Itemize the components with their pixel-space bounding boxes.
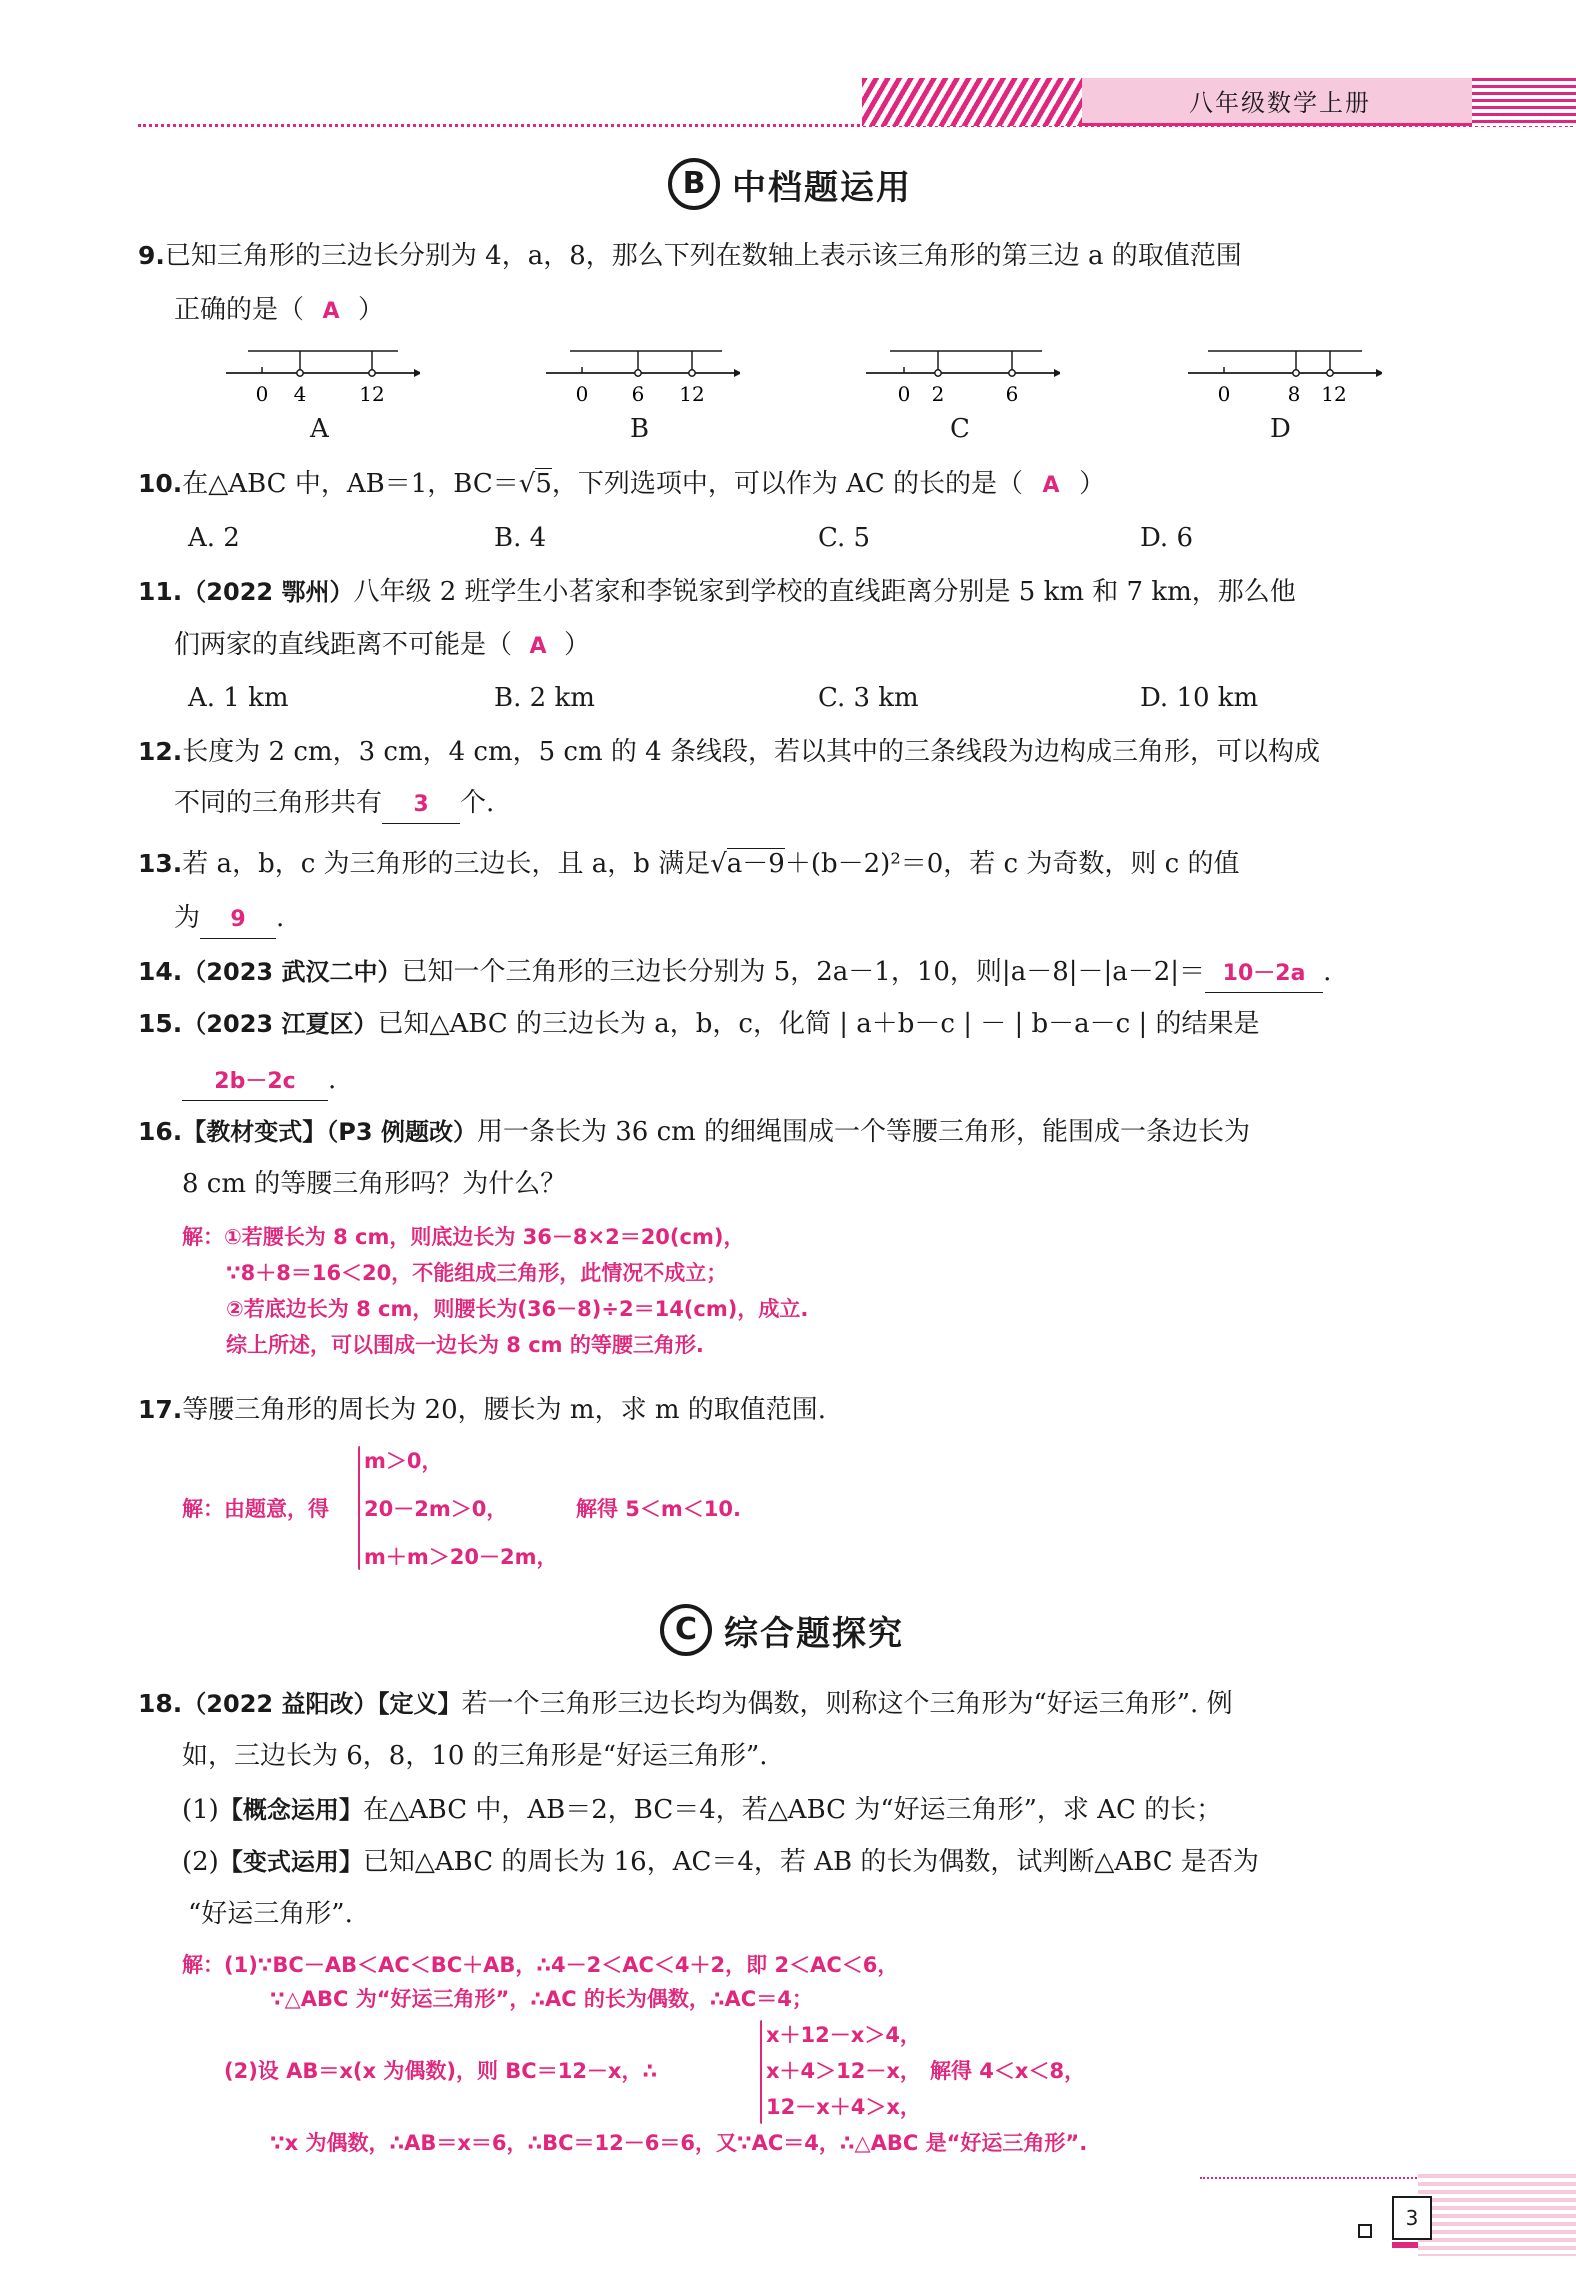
q17-system-brace — [358, 1446, 360, 1570]
section-c-title: 综合题探究 — [724, 1613, 904, 1654]
q18-system-line3: 12－x＋4＞x， — [766, 2095, 921, 2119]
q14-text: 已知一个三角形的三边长分别为 5，2a－1，10，则|a－8|－|a－2|＝ — [401, 957, 1206, 987]
q9-text: 已知三角形的三边长分别为 4，a，8，那么下列在数轴上表示该三角形的第三边 a 的取值范围 — [164, 241, 1242, 271]
q11-text: 八年级 2 班学生小茗家和李锐家到学校的直线距离分别是 5 km 和 7 km，那么他 — [353, 577, 1296, 607]
q16-solution-line3: ②若底边长为 8 cm，则腰长为(36－8)÷2＝14(cm)，成立. — [226, 1297, 809, 1321]
q18-solution-line2: ∵△ABC 为“好运三角形”，∴AC 的长为偶数，∴AC＝4； — [270, 1987, 813, 2011]
q18-part2-tag: 【变式运用】 — [218, 1848, 363, 1876]
q13-sqrt-arg: a－9 — [726, 849, 785, 879]
q11-prompt: 们两家的直线距离不可能是（ — [174, 630, 513, 660]
q18-line2: 如，三边长为 6，8，10 的三角形是“好运三角形”. — [182, 1741, 768, 1771]
q13-blank — [200, 900, 276, 939]
q12-line2 — [174, 785, 494, 824]
q15-post: . — [328, 1065, 337, 1095]
q9-line2 — [174, 292, 384, 330]
q10-number: 10. — [138, 469, 183, 498]
nl-c-tick-0: 0 — [897, 382, 911, 406]
number-line-c-label: C — [950, 414, 970, 444]
q14-blank — [1205, 954, 1323, 993]
q11-answer: A — [529, 634, 547, 659]
q18-part2-line2: “好运三角形”. — [188, 1899, 353, 1929]
q13-text-pre: 若 a，b，c 为三角形的三边长，且 a，b 满足 — [182, 849, 711, 879]
q16-solution-line1: 解：①若腰长为 8 cm，则底边长为 36－8×2＝20(cm)， — [182, 1225, 745, 1249]
q17-solution-prefix: 解：由题意，得 — [182, 1497, 329, 1521]
q16-number: 16. — [138, 1117, 183, 1146]
q13-number: 13. — [138, 849, 183, 878]
q17-system-line3: m＋m＞20－2m， — [364, 1545, 558, 1569]
q15-blank — [182, 1062, 328, 1101]
q15-line2 — [182, 1062, 336, 1101]
q11-line2 — [174, 627, 590, 665]
number-line-a-label: A — [310, 414, 329, 444]
footer-small-square — [1358, 2224, 1372, 2238]
number-line-d-label: D — [1270, 414, 1291, 444]
q12-post: 个. — [460, 788, 495, 818]
q16-source: 【教材变式】（P3 例题改） — [182, 1118, 477, 1146]
q13-line1 — [138, 846, 1239, 882]
header-lines — [1472, 78, 1576, 126]
q18-part1-text: 在△ABC 中，AB＝2，BC＝4，若△ABC 为“好运三角形”，求 AC 的长； — [362, 1795, 1223, 1825]
q10-sqrt-arg: 5 — [535, 469, 552, 499]
q13-line2 — [174, 900, 284, 939]
nl-a-tick-2: 12 — [359, 382, 385, 406]
q10-sqrt-sign: √ — [518, 469, 536, 499]
q9-close: ） — [358, 295, 385, 325]
number-line-d — [1182, 345, 1382, 415]
q11-option-a: A. 1 km — [188, 683, 289, 713]
nl-d-tick-0: 0 — [1217, 382, 1231, 406]
q18-solution-result: 解得 4＜x＜8， — [930, 2059, 1086, 2083]
q16-solution-line4: 综上所述，可以围成一边长为 8 cm 的等腰三角形. — [226, 1333, 704, 1357]
q17-solution-result: 解得 5＜m＜10. — [576, 1497, 742, 1521]
q18-line1 — [138, 1686, 1233, 1722]
q17-text: 等腰三角形的周长为 20，腰长为 m，求 m 的取值范围. — [182, 1395, 827, 1425]
nl-a-tick-1: 4 — [293, 382, 307, 406]
q9-line1 — [138, 238, 1242, 274]
q10-option-b: B. 4 — [494, 523, 547, 553]
q14-post: . — [1323, 957, 1332, 987]
number-line-a — [220, 345, 420, 415]
nl-b-tick-2: 12 — [679, 382, 705, 406]
q18-system-brace — [760, 2020, 762, 2124]
q18-part1-tag: 【概念运用】 — [218, 1796, 363, 1824]
q13-sqrt-sign: √ — [710, 849, 727, 879]
footer-rule — [1200, 2177, 1420, 2179]
q13-text-post: ＋(b－2)²＝0，若 c 为奇数，则 c 的值 — [784, 849, 1240, 879]
q18-text: 若一个三角形三边长均为偶数，则称这个三角形为“好运三角形”. 例 — [461, 1689, 1233, 1719]
q9-answer: A — [322, 299, 340, 324]
number-line-c — [860, 345, 1060, 415]
q10-text-post: ，下列选项中，可以作为 AC 的长的是（ — [551, 469, 1024, 499]
footer-accent — [1392, 2242, 1418, 2248]
q12-blank — [382, 785, 460, 824]
q12-line1 — [138, 734, 1320, 770]
q18-part2-number: (2) — [182, 1847, 219, 1877]
q11-option-c: C. 3 km — [818, 683, 919, 713]
q11-number: 11. — [138, 577, 183, 606]
q10-option-d: D. 6 — [1140, 523, 1193, 553]
nl-c-tick-2: 6 — [1005, 382, 1019, 406]
section-b-title: 中档题运用 — [732, 167, 912, 208]
q10-answer: A — [1042, 473, 1060, 498]
q18-part1 — [182, 1792, 1222, 1828]
number-line-b — [540, 345, 740, 415]
q9-prompt: 正确的是（ — [174, 295, 305, 325]
q14-source: （2023 武汉二中） — [182, 958, 402, 986]
footer-stripes — [1418, 2174, 1576, 2256]
nl-b-tick-0: 0 — [575, 382, 589, 406]
q15-number: 15. — [138, 1009, 183, 1038]
q10-line — [138, 466, 1105, 504]
q16-text: 用一条长为 36 cm 的细绳围成一个等腰三角形，能围成一条边长为 — [476, 1117, 1251, 1147]
q12-prompt: 不同的三角形共有 — [174, 788, 383, 818]
q18-solution-line1: 解：(1)∵BC－AB＜AC＜BC＋AB，∴4－2＜AC＜4＋2，即 2＜AC＜6， — [182, 1953, 899, 1977]
q13-answer: 9 — [230, 907, 246, 932]
q10-option-a: A. 2 — [188, 523, 240, 553]
section-b-heading — [668, 158, 912, 210]
page-number: 3 — [1392, 2196, 1432, 2240]
q18-number: 18. — [138, 1689, 183, 1718]
section-b-badge: B — [668, 158, 720, 210]
q18-solution-line3: (2)设 AB＝x(x 为偶数)，则 BC＝12－x，∴ — [224, 2059, 658, 2083]
q11-option-d: D. 10 km — [1140, 683, 1259, 713]
q18-system-line1: x＋12－x＞4， — [766, 2023, 921, 2047]
nl-b-tick-1: 6 — [631, 382, 645, 406]
q11-line1 — [138, 574, 1296, 610]
nl-d-tick-2: 12 — [1321, 382, 1347, 406]
q10-text-pre: 在△ABC 中，AB＝1，BC＝ — [182, 469, 519, 499]
q11-option-b: B. 2 km — [494, 683, 595, 713]
q10-close: ） — [1079, 469, 1106, 499]
q9-number: 9. — [138, 241, 165, 270]
q18-part2-text: 已知△ABC 的周长为 16，AC＝4，若 AB 的长为偶数，试判断△ABC 是否为 — [362, 1847, 1259, 1877]
q15-text: 已知△ABC 的三边长为 a，b，c，化简 | a＋b－c | － | b－a－c | 的结果是 — [377, 1009, 1260, 1039]
q11-close: ） — [564, 630, 591, 660]
q18-system-line2: x＋4＞12－x， — [766, 2059, 921, 2083]
q13-post: . — [276, 903, 285, 933]
q14-line — [138, 954, 1331, 993]
q18-part1-number: (1) — [182, 1795, 219, 1825]
q17-system-line2: 20－2m＞0， — [364, 1497, 508, 1521]
q16-line2: 8 cm 的等腰三角形吗？为什么？ — [182, 1169, 567, 1199]
q11-source: （2022 鄂州） — [182, 578, 354, 606]
q17-line — [138, 1392, 826, 1428]
q15-answer: 2b－2c — [214, 1069, 296, 1094]
section-c-badge: C — [660, 1604, 712, 1656]
q17-number: 17. — [138, 1395, 183, 1424]
nl-a-tick-0: 0 — [255, 382, 269, 406]
section-c-heading — [660, 1604, 904, 1656]
header-stripes — [862, 78, 1082, 126]
q14-answer: 10－2a — [1222, 961, 1306, 986]
q17-system-line1: m＞0， — [364, 1449, 443, 1473]
number-line-b-label: B — [630, 414, 650, 444]
nl-c-tick-1: 2 — [931, 382, 945, 406]
q16-line1 — [138, 1114, 1250, 1150]
header-title: 八年级数学上册 — [1189, 89, 1371, 117]
q15-line1 — [138, 1006, 1260, 1042]
q18-part2 — [182, 1844, 1259, 1880]
q10-option-c: C. 5 — [818, 523, 871, 553]
q12-answer: 3 — [413, 792, 429, 817]
q12-text: 长度为 2 cm，3 cm，4 cm，5 cm 的 4 条线段，若以其中的三条线段为边构成三角形，可以构成 — [182, 737, 1320, 767]
q12-number: 12. — [138, 737, 183, 766]
q15-source: （2023 江夏区） — [182, 1010, 378, 1038]
q14-number: 14. — [138, 957, 183, 986]
q18-solution-line4: ∵x 为偶数，∴AB＝x＝6，∴BC＝12－6＝6，又∵AC＝4，∴△ABC 是“好运三角形”. — [270, 2131, 1088, 2155]
q13-prompt: 为 — [174, 903, 201, 933]
q16-solution-line2: ∵8＋8＝16＜20，不能组成三角形，此情况不成立； — [226, 1261, 728, 1285]
q18-tag: 【定义】 — [377, 1690, 462, 1718]
nl-d-tick-1: 8 — [1287, 382, 1301, 406]
q18-source: （2022 益阳改） — [182, 1690, 378, 1718]
